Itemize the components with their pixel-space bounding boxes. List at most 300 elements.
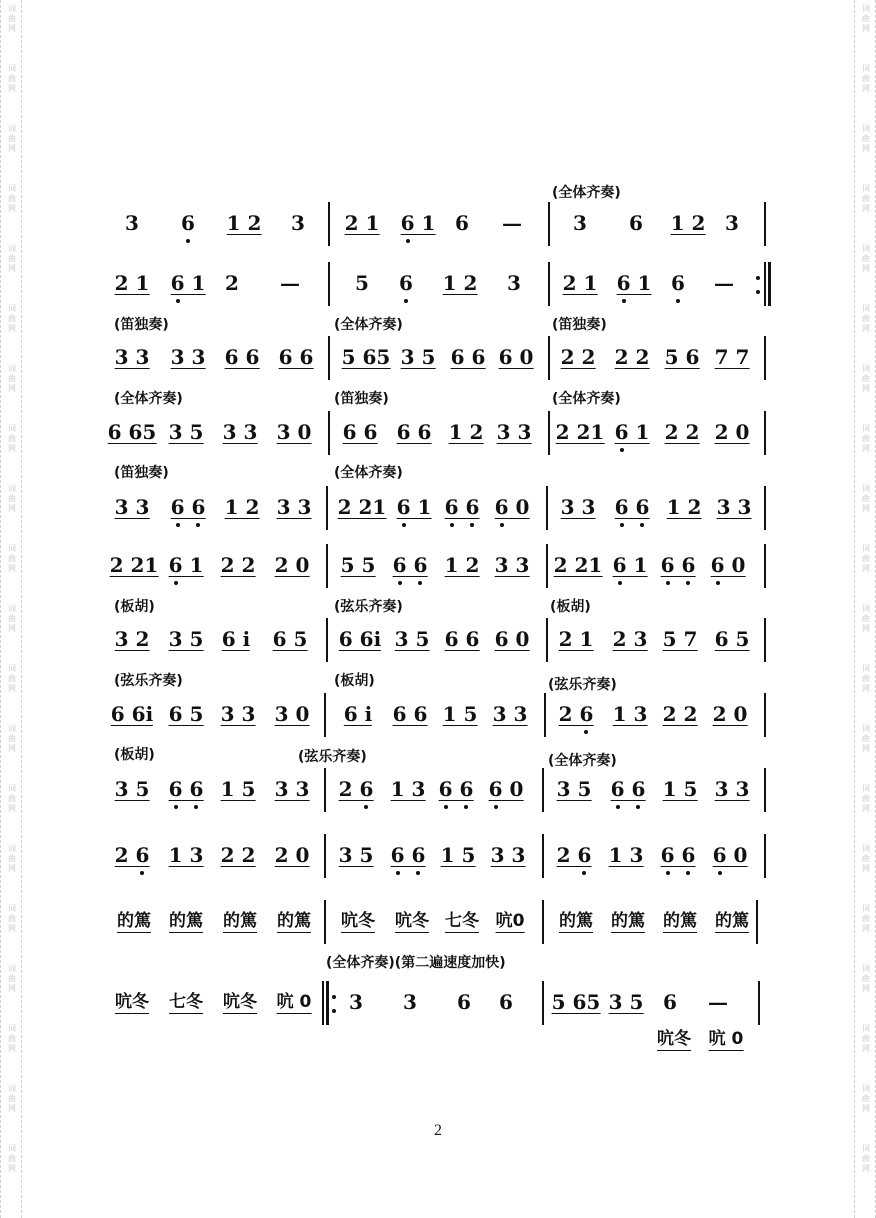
note-group: 2 1 [344, 211, 380, 235]
watermark-text: 词 曲 网 [8, 484, 16, 513]
note-group: 5 65 [341, 345, 391, 369]
watermark-text: 词 曲 网 [8, 424, 16, 453]
barline [764, 336, 766, 380]
octave-dot [582, 871, 586, 875]
percussion-syllable: 的篤 [611, 911, 645, 931]
note-group: 6 1 [400, 211, 436, 235]
note-group: 6 6 [444, 495, 480, 519]
octave-dot [584, 730, 588, 734]
barline [546, 486, 548, 530]
note-group: 5 6 [664, 345, 700, 369]
octave-dot [174, 581, 178, 585]
note-group: 2 [225, 271, 239, 295]
measure [110, 772, 326, 812]
percussion-syllable: 吭冬 [395, 911, 429, 931]
percussion-syllable: 的篤 [277, 911, 311, 931]
watermark-text: 词 曲 网 [8, 604, 16, 633]
barline [328, 411, 330, 455]
octave-dot [718, 871, 722, 875]
barline [324, 900, 326, 944]
note-group: 1 3 [168, 843, 204, 867]
note-group: 3 3 [494, 553, 530, 577]
note-group: 6 6 [614, 495, 650, 519]
barline [326, 618, 328, 662]
octave-dot [140, 871, 144, 875]
barline [328, 336, 330, 380]
note-group: — [502, 211, 522, 235]
note-group: — [708, 990, 728, 1014]
barline [764, 693, 766, 737]
instrument-label: (板胡) [334, 673, 375, 689]
measure [110, 548, 328, 588]
octave-dot [620, 448, 624, 452]
percussion-syllable: 的篤 [715, 911, 749, 931]
measure [110, 340, 330, 380]
note-group: 6 0 [494, 627, 530, 651]
note-group: 2 2 [220, 843, 256, 867]
score-row [110, 904, 770, 944]
measure [550, 490, 766, 530]
measure [332, 415, 550, 455]
note-group: 6 6 [224, 345, 260, 369]
watermark-text: 词 曲 网 [862, 844, 870, 873]
barline [764, 202, 766, 246]
note-group: 6 6 [168, 777, 204, 801]
thick-barline [768, 262, 771, 306]
note-group: — [280, 271, 300, 295]
instrument-label: (笛独奏) [114, 317, 169, 333]
note-group: 6 i [343, 702, 373, 726]
measure [330, 622, 548, 662]
barline [764, 768, 766, 812]
watermark-text: 词 曲 网 [8, 4, 16, 33]
watermark-text: 词 曲 网 [8, 784, 16, 813]
measure [546, 772, 766, 812]
repeat-start-barline [322, 981, 324, 1025]
measure [328, 904, 544, 944]
measure [326, 985, 544, 1025]
measure [110, 697, 326, 737]
octave-dot [618, 581, 622, 585]
note-group: 6 1 [170, 271, 206, 295]
measure [550, 548, 766, 588]
note-group: 2 6 [338, 777, 374, 801]
note-group: 2 0 [712, 702, 748, 726]
barline [548, 202, 550, 246]
note-group: 6 0 [712, 843, 748, 867]
measure [332, 206, 550, 246]
note-group: 1 2 [444, 553, 480, 577]
watermark-text: 词 曲 网 [862, 304, 870, 333]
percussion-syllable: 的篤 [169, 911, 203, 931]
instrument-label: (弦乐齐奏) [114, 673, 183, 689]
note-group: 6 [455, 211, 469, 235]
percussion-syllable: 的篤 [663, 911, 697, 931]
measure [330, 548, 548, 588]
score-row [110, 985, 770, 1025]
barline [548, 336, 550, 380]
note-group: 6 1 [396, 495, 432, 519]
barline [544, 693, 546, 737]
note-group: 1 3 [608, 843, 644, 867]
watermark-text: 词 曲 网 [8, 364, 16, 393]
note-group: 6 5 [714, 627, 750, 651]
measure [550, 622, 766, 662]
watermark-text: 词 曲 网 [8, 964, 16, 993]
watermark-text: 词 曲 网 [862, 964, 870, 993]
barline [546, 544, 548, 588]
instrument-label: (弦乐齐奏) [548, 677, 617, 693]
octave-dot [186, 239, 190, 243]
octave-dot [194, 805, 198, 809]
percussion-syllable: 吭0 [495, 911, 525, 931]
note-group: 3 2 [114, 627, 150, 651]
percussion-syllable: 吭冬 [657, 1029, 691, 1049]
note-group: 3 3 [492, 702, 528, 726]
watermark-text: 词 曲 网 [8, 304, 16, 333]
measure [110, 985, 324, 1025]
instrument-label: (全体齐奏) [334, 465, 403, 481]
score-row [110, 340, 770, 380]
measure [110, 490, 328, 530]
watermark-text: 词 曲 网 [862, 664, 870, 693]
watermark-text: 词 曲 网 [862, 484, 870, 513]
watermark-text: 词 曲 网 [862, 1084, 870, 1113]
page-number: 2 [434, 1122, 442, 1139]
octave-dot [396, 871, 400, 875]
barline [542, 981, 544, 1025]
barline [548, 411, 550, 455]
octave-dot [622, 299, 626, 303]
octave-dot [406, 239, 410, 243]
score-row [107, 415, 770, 455]
note-group: 2 21 [555, 420, 605, 444]
instrument-label: (全体齐奏)(第二遍速度加快) [326, 955, 506, 971]
note-group: 6 1 [616, 271, 652, 295]
note-group: 2 2 [662, 702, 698, 726]
note-group: 1 3 [390, 777, 426, 801]
note-group: 2 0 [274, 843, 310, 867]
note-group: 6 [499, 990, 513, 1014]
note-group: 1 3 [612, 702, 648, 726]
note-group: 2 6 [114, 843, 150, 867]
measure [328, 697, 546, 737]
note-group: 2 0 [714, 420, 750, 444]
watermark-text: 词 曲 网 [862, 1024, 870, 1053]
instrument-label: (弦乐齐奏) [334, 599, 403, 615]
octave-dot [464, 805, 468, 809]
note-group: 2 1 [562, 271, 598, 295]
note-group: 2 3 [612, 627, 648, 651]
note-group: 3 5 [114, 777, 150, 801]
percussion-syllable: 的篤 [223, 911, 257, 931]
note-group: 3 [403, 990, 417, 1014]
note-group: 6 6 [392, 553, 428, 577]
barline [326, 486, 328, 530]
note-group: 1 5 [662, 777, 698, 801]
note-group: 3 3 [114, 345, 150, 369]
measure [328, 838, 544, 878]
note-group: 3 [125, 211, 139, 235]
repeat-dot [756, 290, 760, 294]
watermark-text: 词 曲 网 [862, 124, 870, 153]
note-group: 3 3 [560, 495, 596, 519]
octave-dot [716, 581, 720, 585]
instrument-label: (板胡) [114, 599, 155, 615]
note-group: 6 6 [390, 843, 426, 867]
score-row [110, 1022, 770, 1062]
note-group: 3 3 [716, 495, 752, 519]
barline [764, 544, 766, 588]
measure [546, 985, 760, 1025]
note-group: 2 1 [558, 627, 594, 651]
watermark-text: 词 曲 网 [8, 844, 16, 873]
watermark-text: 词 曲 网 [862, 724, 870, 753]
watermark-text: 词 曲 网 [862, 784, 870, 813]
note-group: 3 3 [222, 420, 258, 444]
measure [110, 266, 330, 306]
watermark-text: 词 曲 网 [8, 1144, 16, 1173]
note-group: 3 3 [276, 495, 312, 519]
barline [548, 262, 550, 306]
watermark-text: 词 曲 网 [8, 1084, 16, 1113]
octave-dot [620, 523, 624, 527]
octave-dot [444, 805, 448, 809]
note-group: 6 0 [710, 553, 746, 577]
percussion-syllable: 的篤 [117, 911, 151, 931]
note-group: 3 5 [608, 990, 644, 1014]
octave-dot [398, 581, 402, 585]
watermark-text: 词 曲 网 [8, 124, 16, 153]
instrument-label: (笛独奏) [552, 317, 607, 333]
note-group: 6 [629, 211, 643, 235]
measure [548, 697, 766, 737]
left-watermark-strip [0, 0, 22, 1218]
note-group: 2 21 [553, 553, 603, 577]
measure [110, 622, 328, 662]
note-group: 3 5 [556, 777, 592, 801]
note-group: 6 6 [342, 420, 378, 444]
measure [546, 838, 766, 878]
note-group: 3 0 [274, 702, 310, 726]
note-group: 3 3 [220, 702, 256, 726]
note-group: 3 5 [400, 345, 436, 369]
octave-dot [636, 805, 640, 809]
note-group: 2 0 [274, 553, 310, 577]
watermark-text: 词 曲 网 [862, 604, 870, 633]
note-group: 6 6 [170, 495, 206, 519]
note-group: 3 [291, 211, 305, 235]
note-group: 6 6 [450, 345, 486, 369]
score-row [110, 622, 770, 662]
note-group: 3 [573, 211, 587, 235]
note-group: 6 [663, 990, 677, 1014]
note-group: 2 1 [114, 271, 150, 295]
right-watermark-strip [854, 0, 876, 1218]
barline [328, 202, 330, 246]
note-group: 6 [181, 211, 195, 235]
instrument-label: (全体齐奏) [114, 391, 183, 407]
measure [332, 340, 550, 380]
percussion-syllable: 吭冬 [341, 911, 375, 931]
note-group: 6 1 [614, 420, 650, 444]
note-group: 2 2 [560, 345, 596, 369]
barline [756, 900, 758, 944]
octave-dot [176, 523, 180, 527]
note-group: 2 2 [614, 345, 650, 369]
watermark-text: 词 曲 网 [862, 364, 870, 393]
note-group: 3 5 [338, 843, 374, 867]
note-group: 2 21 [337, 495, 387, 519]
watermark-text: 词 曲 网 [8, 184, 16, 213]
watermark-text: 词 曲 网 [8, 64, 16, 93]
measure [546, 904, 758, 944]
note-group: 3 5 [168, 627, 204, 651]
note-group: 6 65 [107, 420, 157, 444]
repeat-end-barline [764, 262, 766, 306]
percussion-syllable: 七冬 [445, 911, 479, 931]
octave-dot [500, 523, 504, 527]
note-group: 3 3 [496, 420, 532, 444]
note-group: 3 [507, 271, 521, 295]
octave-dot [176, 299, 180, 303]
score-row [110, 548, 770, 588]
octave-dot [686, 871, 690, 875]
note-group: 6 0 [488, 777, 524, 801]
barline [764, 486, 766, 530]
note-group: 6 [457, 990, 471, 1014]
note-group: 1 2 [670, 211, 706, 235]
octave-dot [450, 523, 454, 527]
note-group: 6 [671, 271, 685, 295]
barline [324, 693, 326, 737]
note-group: 6 6 [278, 345, 314, 369]
score-row [110, 490, 770, 530]
octave-dot [616, 805, 620, 809]
note-group: 3 3 [170, 345, 206, 369]
measure [110, 206, 330, 246]
octave-dot [402, 523, 406, 527]
watermark-text: 词 曲 网 [862, 4, 870, 33]
watermark-text: 词 曲 网 [8, 664, 16, 693]
measure [110, 904, 326, 944]
note-group: 3 [725, 211, 739, 235]
note-group: 2 21 [109, 553, 159, 577]
barline [324, 768, 326, 812]
measure [328, 772, 544, 812]
note-group: 6 6 [392, 702, 428, 726]
percussion-syllable: 吭 0 [708, 1029, 744, 1049]
note-group: 2 6 [558, 702, 594, 726]
percussion-syllable: 吭 0 [276, 992, 312, 1012]
score-row [110, 697, 770, 737]
note-group: 5 5 [340, 553, 376, 577]
repeat-dot [756, 276, 760, 280]
note-group: — [714, 271, 734, 295]
watermark-text: 词 曲 网 [862, 1144, 870, 1173]
watermark-text: 词 曲 网 [8, 724, 16, 753]
measure [552, 415, 766, 455]
note-group: 1 2 [442, 271, 478, 295]
watermark-text: 词 曲 网 [862, 244, 870, 273]
barline [542, 834, 544, 878]
watermark-text: 词 曲 网 [862, 424, 870, 453]
instrument-label: (笛独奏) [114, 465, 169, 481]
measure [552, 340, 766, 380]
watermark-text: 词 曲 网 [862, 904, 870, 933]
score-row [110, 838, 770, 878]
note-group: 3 0 [276, 420, 312, 444]
score-row [110, 206, 770, 246]
score-row [110, 266, 770, 306]
barline [328, 262, 330, 306]
octave-dot [640, 523, 644, 527]
note-group: 1 2 [666, 495, 702, 519]
note-group: 6 [399, 271, 413, 295]
measure [107, 415, 330, 455]
barline [764, 411, 766, 455]
note-group: 6 6 [660, 553, 696, 577]
note-group: 1 5 [440, 843, 476, 867]
percussion-syllable: 的篤 [559, 911, 593, 931]
measure [640, 1022, 760, 1062]
measure [332, 266, 550, 306]
barline [758, 981, 760, 1025]
note-group: 3 3 [490, 843, 526, 867]
watermark-text: 词 曲 网 [8, 544, 16, 573]
score-row [110, 772, 770, 812]
watermark-text: 词 曲 网 [8, 904, 16, 933]
instrument-label: (板胡) [550, 599, 591, 615]
watermark-text: 词 曲 网 [862, 544, 870, 573]
note-group: 6 0 [498, 345, 534, 369]
percussion-syllable: 七冬 [169, 992, 203, 1012]
note-group: 3 3 [274, 777, 310, 801]
barline [764, 834, 766, 878]
note-group: 6 6 [444, 627, 480, 651]
barline [764, 618, 766, 662]
watermark-text: 词 曲 网 [862, 64, 870, 93]
note-group: 1 2 [226, 211, 262, 235]
measure [330, 490, 548, 530]
barline [324, 834, 326, 878]
barline [542, 768, 544, 812]
instrument-label: (板胡) [114, 747, 155, 763]
octave-dot [196, 523, 200, 527]
percussion-syllable: 吭冬 [115, 992, 149, 1012]
watermark-text: 词 曲 网 [8, 244, 16, 273]
barline [542, 900, 544, 944]
note-group: 6 1 [612, 553, 648, 577]
note-group: 6 5 [168, 702, 204, 726]
note-group: 6 5 [272, 627, 308, 651]
note-group: 3 5 [168, 420, 204, 444]
note-group: 3 5 [394, 627, 430, 651]
octave-dot [418, 581, 422, 585]
octave-dot [494, 805, 498, 809]
note-group: 1 2 [224, 495, 260, 519]
percussion-syllable: 吭冬 [223, 992, 257, 1012]
barline [546, 618, 548, 662]
note-group: 6 6 [610, 777, 646, 801]
octave-dot [676, 299, 680, 303]
note-group: 6 i [221, 627, 251, 651]
instrument-label: (弦乐齐奏) [298, 749, 367, 765]
octave-dot [404, 299, 408, 303]
note-group: 5 65 [551, 990, 601, 1014]
barline [326, 544, 328, 588]
instrument-label: (全体齐奏) [548, 753, 617, 769]
